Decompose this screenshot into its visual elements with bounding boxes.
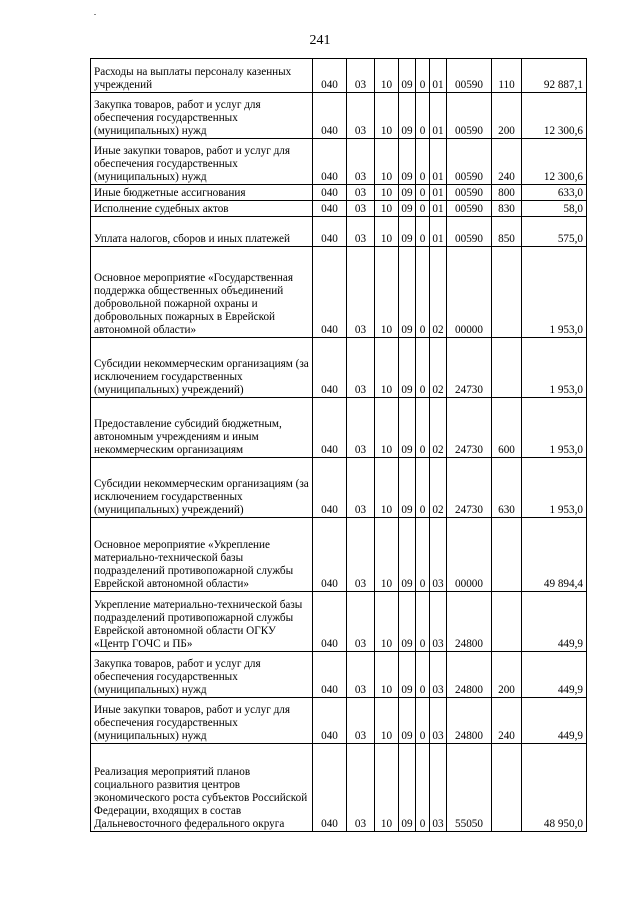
- code-direction: 24730: [447, 338, 492, 398]
- code-direction: 00590: [447, 59, 492, 93]
- row-name: Иные закупки товаров, работ и услуг для обеспечения государственных (муниципальных) нужд: [91, 698, 313, 744]
- code-subprogram: 0: [416, 217, 430, 247]
- code-direction: 00590: [447, 201, 492, 217]
- row-name: Укрепление материально-технической базы подразделений противопожарной службы Еврейской автономной области ОГКУ «Центр ГОЧС и ПБ»: [91, 592, 313, 652]
- code-subsection: 10: [375, 698, 399, 744]
- code-ministry: 040: [313, 201, 347, 217]
- code-subprogram: 0: [416, 518, 430, 592]
- code-subsection: 10: [375, 652, 399, 698]
- code-subsection: 10: [375, 201, 399, 217]
- code-section: 03: [347, 139, 375, 185]
- row-amount: 12 300,6: [522, 93, 587, 139]
- row-name: Закупка товаров, работ и услуг для обеспечения государственных (муниципальных) нужд: [91, 93, 313, 139]
- code-expense-type: 850: [492, 217, 522, 247]
- row-name: Закупка товаров, работ и услуг для обеспечения государственных (муниципальных) нужд: [91, 652, 313, 698]
- code-program: 09: [399, 398, 416, 458]
- code-ministry: 040: [313, 698, 347, 744]
- code-activity: 01: [430, 201, 447, 217]
- code-activity: 02: [430, 398, 447, 458]
- code-activity: 02: [430, 338, 447, 398]
- code-section: 03: [347, 93, 375, 139]
- code-ministry: 040: [313, 338, 347, 398]
- row-amount: 92 887,1: [522, 59, 587, 93]
- code-subsection: 10: [375, 592, 399, 652]
- code-program: 09: [399, 93, 416, 139]
- code-subsection: 10: [375, 518, 399, 592]
- code-program: 09: [399, 652, 416, 698]
- code-section: 03: [347, 338, 375, 398]
- code-section: 03: [347, 518, 375, 592]
- row-amount: 1 953,0: [522, 458, 587, 518]
- code-program: 09: [399, 217, 416, 247]
- code-direction: 24800: [447, 592, 492, 652]
- code-subsection: 10: [375, 744, 399, 832]
- code-ministry: 040: [313, 59, 347, 93]
- code-section: 03: [347, 744, 375, 832]
- code-activity: 03: [430, 518, 447, 592]
- code-direction: 55050: [447, 744, 492, 832]
- code-subprogram: 0: [416, 744, 430, 832]
- code-ministry: 040: [313, 518, 347, 592]
- row-name: Расходы на выплаты персоналу казенных учреждений: [91, 59, 313, 93]
- code-subprogram: 0: [416, 59, 430, 93]
- code-program: 09: [399, 458, 416, 518]
- code-program: 09: [399, 338, 416, 398]
- code-subprogram: 0: [416, 652, 430, 698]
- code-subsection: 10: [375, 185, 399, 201]
- table-row: [91, 185, 587, 201]
- row-amount: 449,9: [522, 698, 587, 744]
- code-subsection: 10: [375, 139, 399, 185]
- code-program: 09: [399, 139, 416, 185]
- row-name: Основное мероприятие «Укрепление материально-технической базы подразделений противопожарной службы Еврейской автономной области»: [91, 518, 313, 592]
- table-row: [91, 139, 587, 185]
- code-program: 09: [399, 59, 416, 93]
- code-subprogram: 0: [416, 338, 430, 398]
- code-program: 09: [399, 592, 416, 652]
- code-direction: 00590: [447, 139, 492, 185]
- code-section: 03: [347, 201, 375, 217]
- row-amount: 1 953,0: [522, 338, 587, 398]
- row-amount: 449,9: [522, 592, 587, 652]
- code-ministry: 040: [313, 652, 347, 698]
- code-subsection: 10: [375, 93, 399, 139]
- code-direction: 00590: [447, 93, 492, 139]
- code-ministry: 040: [313, 185, 347, 201]
- table-row: [91, 201, 587, 217]
- code-section: 03: [347, 652, 375, 698]
- code-subsection: 10: [375, 59, 399, 93]
- code-activity: 01: [430, 93, 447, 139]
- row-amount: 1 953,0: [522, 398, 587, 458]
- table-row: [91, 744, 587, 832]
- code-subsection: 10: [375, 458, 399, 518]
- row-name: Уплата налогов, сборов и иных платежей: [91, 217, 313, 247]
- code-expense-type: 200: [492, 93, 522, 139]
- row-amount: 49 894,4: [522, 518, 587, 592]
- code-expense-type: 600: [492, 398, 522, 458]
- code-expense-type: [492, 592, 522, 652]
- row-name: Иные бюджетные ассигнования: [91, 185, 313, 201]
- code-subprogram: 0: [416, 458, 430, 518]
- code-subsection: 10: [375, 217, 399, 247]
- code-program: 09: [399, 247, 416, 338]
- code-direction: 00590: [447, 217, 492, 247]
- code-ministry: 040: [313, 744, 347, 832]
- code-activity: 03: [430, 698, 447, 744]
- code-section: 03: [347, 458, 375, 518]
- code-program: 09: [399, 201, 416, 217]
- code-program: 09: [399, 518, 416, 592]
- code-expense-type: 200: [492, 652, 522, 698]
- table-row: [91, 518, 587, 592]
- code-subsection: 10: [375, 338, 399, 398]
- code-subprogram: 0: [416, 139, 430, 185]
- code-subprogram: 0: [416, 592, 430, 652]
- row-name: Субсидии некоммерческим организациям (за исключением государственных (муниципальных) учреждений): [91, 458, 313, 518]
- code-subprogram: 0: [416, 398, 430, 458]
- code-expense-type: 110: [492, 59, 522, 93]
- table-row: [91, 217, 587, 247]
- code-ministry: 040: [313, 217, 347, 247]
- code-section: 03: [347, 217, 375, 247]
- row-name: Реализация мероприятий планов социального развития центров экономического роста субъектов Российской Федерации, входящих в состав Дальневосточного федерального округа: [91, 744, 313, 832]
- row-name: Иные закупки товаров, работ и услуг для обеспечения государственных (муниципальных) нужд: [91, 139, 313, 185]
- table-row: [91, 652, 587, 698]
- code-activity: 01: [430, 185, 447, 201]
- code-program: 09: [399, 185, 416, 201]
- row-name: Исполнение судебных актов: [91, 201, 313, 217]
- row-amount: 12 300,6: [522, 139, 587, 185]
- scan-mark: [94, 14, 96, 15]
- row-name: Предоставление субсидий бюджетным, автономным учреждениям и иным некоммерческим организациям: [91, 398, 313, 458]
- code-direction: 24730: [447, 398, 492, 458]
- page-number: 241: [309, 33, 331, 48]
- row-name: Субсидии некоммерческим организациям (за исключением государственных (муниципальных) учреждений): [91, 338, 313, 398]
- code-expense-type: 800: [492, 185, 522, 201]
- code-ministry: 040: [313, 93, 347, 139]
- table-row: [91, 247, 587, 338]
- code-expense-type: [492, 518, 522, 592]
- row-amount: 58,0: [522, 201, 587, 217]
- code-expense-type: [492, 247, 522, 338]
- code-direction: 24730: [447, 458, 492, 518]
- code-subprogram: 0: [416, 93, 430, 139]
- code-activity: 02: [430, 247, 447, 338]
- code-subprogram: 0: [416, 247, 430, 338]
- code-activity: 01: [430, 217, 447, 247]
- code-program: 09: [399, 744, 416, 832]
- code-section: 03: [347, 185, 375, 201]
- code-ministry: 040: [313, 592, 347, 652]
- code-activity: 03: [430, 652, 447, 698]
- code-ministry: 040: [313, 247, 347, 338]
- code-subprogram: 0: [416, 698, 430, 744]
- code-direction: 00590: [447, 185, 492, 201]
- code-expense-type: 240: [492, 698, 522, 744]
- code-subsection: 10: [375, 398, 399, 458]
- table-row: [91, 59, 587, 93]
- row-amount: 449,9: [522, 652, 587, 698]
- code-subsection: 10: [375, 247, 399, 338]
- code-activity: 01: [430, 59, 447, 93]
- row-name: Основное мероприятие «Государственная поддержка общественных объединений добровольной пожарной охраны и добровольных пожарных в Еврейской автономной области»: [91, 247, 313, 338]
- code-expense-type: [492, 744, 522, 832]
- code-direction: 00000: [447, 247, 492, 338]
- row-amount: 48 950,0: [522, 744, 587, 832]
- code-expense-type: 240: [492, 139, 522, 185]
- code-direction: 24800: [447, 652, 492, 698]
- code-ministry: 040: [313, 139, 347, 185]
- budget-table: [90, 58, 587, 832]
- code-expense-type: [492, 338, 522, 398]
- code-program: 09: [399, 698, 416, 744]
- code-activity: 03: [430, 744, 447, 832]
- table-row: [91, 398, 587, 458]
- code-ministry: 040: [313, 398, 347, 458]
- row-amount: 633,0: [522, 185, 587, 201]
- table-row: [91, 93, 587, 139]
- code-activity: 02: [430, 458, 447, 518]
- code-section: 03: [347, 247, 375, 338]
- code-section: 03: [347, 398, 375, 458]
- table-row: [91, 338, 587, 398]
- code-direction: 24800: [447, 698, 492, 744]
- code-activity: 03: [430, 592, 447, 652]
- code-section: 03: [347, 698, 375, 744]
- code-expense-type: 830: [492, 201, 522, 217]
- code-activity: 01: [430, 139, 447, 185]
- table-row: [91, 698, 587, 744]
- code-subprogram: 0: [416, 185, 430, 201]
- code-section: 03: [347, 592, 375, 652]
- table-row: [91, 458, 587, 518]
- budget-table-body: [91, 59, 587, 832]
- row-amount: 1 953,0: [522, 247, 587, 338]
- row-amount: 575,0: [522, 217, 587, 247]
- table-row: [91, 592, 587, 652]
- code-direction: 00000: [447, 518, 492, 592]
- code-ministry: 040: [313, 458, 347, 518]
- code-expense-type: 630: [492, 458, 522, 518]
- code-subprogram: 0: [416, 201, 430, 217]
- code-section: 03: [347, 59, 375, 93]
